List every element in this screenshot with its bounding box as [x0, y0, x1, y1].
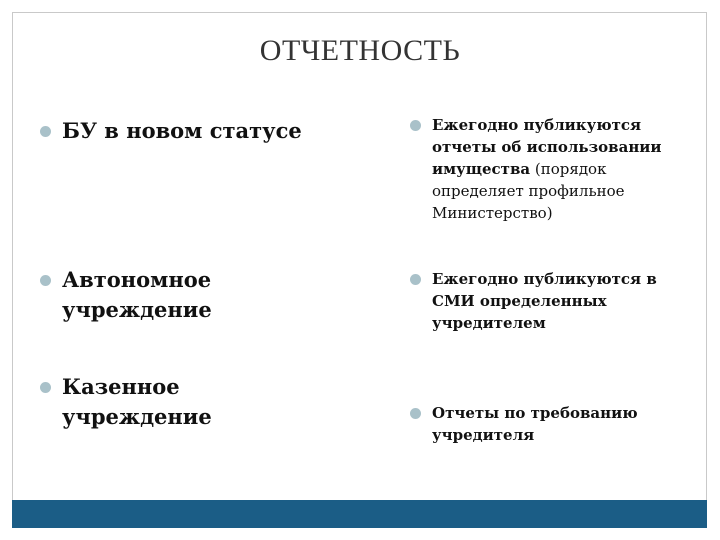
right-item-bold: Ежегодно публикуются в СМИ определенных учредителем [432, 270, 657, 332]
bullet-icon [410, 408, 421, 419]
right-item-text [432, 268, 700, 334]
right-item-property-reports [410, 114, 700, 224]
bottom-bar [12, 500, 707, 528]
bullet-icon [40, 382, 51, 393]
left-item-label: Казенное учреждение [62, 374, 212, 429]
right-item-text [432, 114, 700, 224]
right-item-text [432, 402, 700, 446]
bullet-icon [410, 274, 421, 285]
right-item-bold: Отчеты по требованию учредителя [432, 404, 638, 444]
right-item-founder-request [410, 402, 700, 446]
slide-title: ОТЧЕТНОСТЬ [259, 34, 461, 67]
right-item-note: (порядок определяет профильное Министерство) [432, 160, 625, 222]
right-item-media-reports [410, 268, 700, 334]
bullet-icon [40, 275, 51, 286]
left-item-state [40, 372, 230, 432]
left-item-autonomous [40, 265, 250, 325]
left-item-label: БУ в новом статусе [62, 118, 302, 143]
bullet-icon [40, 126, 51, 137]
left-item-bu [40, 116, 340, 146]
left-item-label: Автономное учреждение [62, 267, 212, 322]
bullet-icon [410, 120, 421, 131]
right-item-bold: Ежегодно публикуются отчеты об использовании имущества [432, 116, 662, 178]
